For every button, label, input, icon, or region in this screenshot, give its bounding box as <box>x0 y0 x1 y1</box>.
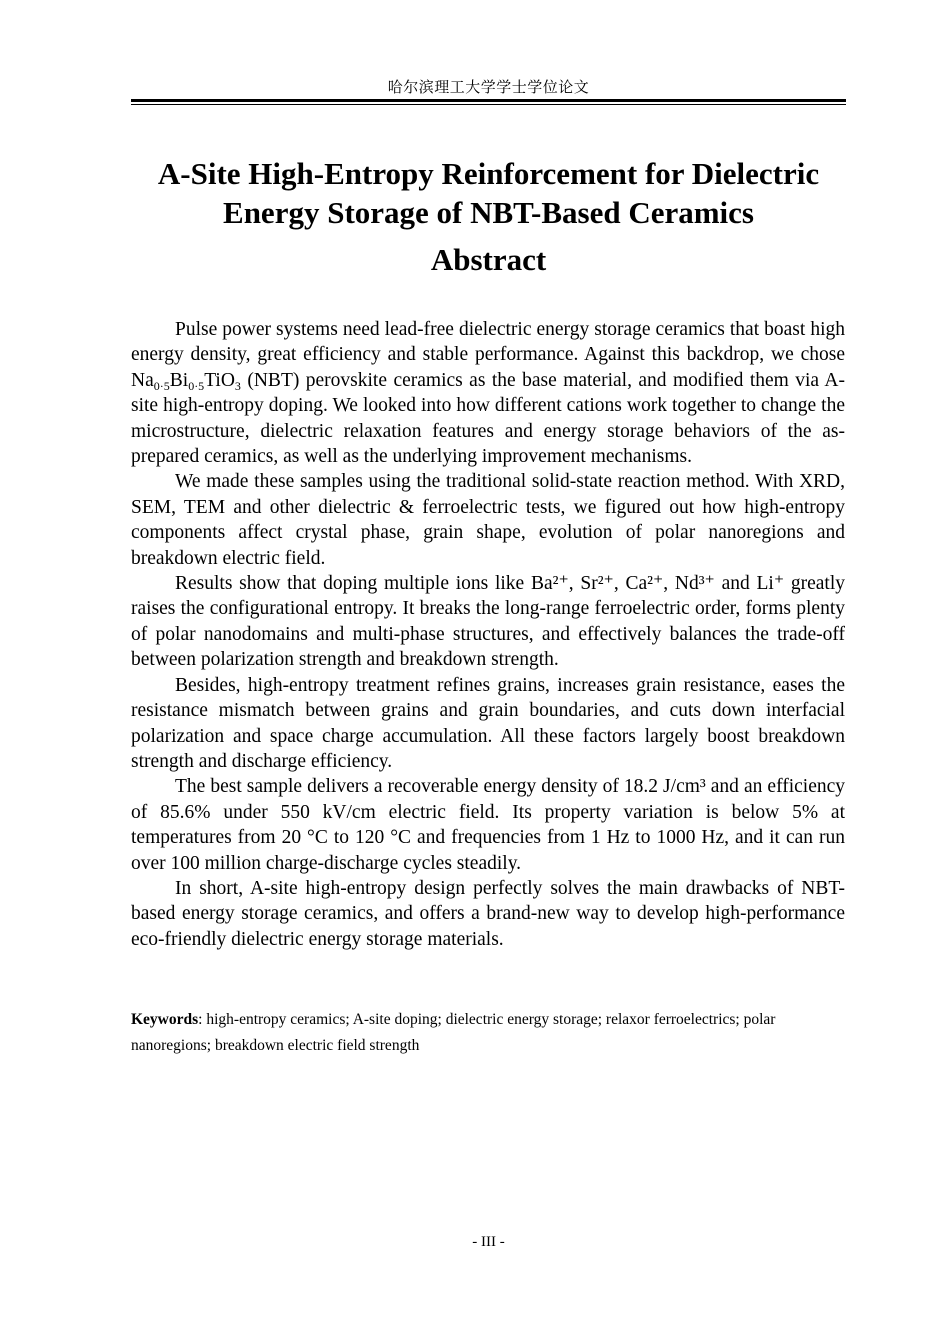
p1-text-d: (NBT) perovskite ceramics as the base material, and modified them via A-site high-entropy doping. We looked into how different cations work together to change the microstructure, dielectric relaxation features and energy storage behaviors of the as-prepared ceramics, as well as the underlying improvement mechanisms. <box>131 369 845 468</box>
header-rule-thin <box>131 104 846 105</box>
p1-text-c: TiO <box>204 369 235 391</box>
p1-subscript-3: 3 <box>234 378 241 393</box>
p1-text-b: Bi <box>169 369 189 391</box>
abstract-paragraph-1 <box>131 317 845 469</box>
page-number: - III - <box>472 1234 505 1250</box>
thesis-title <box>120 154 857 232</box>
title-line-1: A-Site High-Entropy Reinforcement for Dielectric <box>157 156 820 191</box>
abstract-paragraph-3: Results show that doping multiple ions like Ba²⁺, Sr²⁺, Ca²⁺, Nd³⁺ and Li⁺ greatly raises the configurational entropy. It breaks the long-range ferroelectric order, forms plenty of polar nanodomains and multi-phase structures, and effectively balances the trade-off between polarization strength and breakdown strength. <box>131 573 845 671</box>
keywords <box>131 1007 831 1059</box>
abstract-body <box>131 317 845 952</box>
p1-subscript-2: 0·5 <box>188 378 205 393</box>
abstract-paragraph-6: In short, A-site high-entropy design perfectly solves the main drawbacks of NBT-based energy storage ceramics, and offers a brand-new way to develop high-performance eco-friendly dielectric energy storage materials. <box>131 877 845 950</box>
p1-text-a: Pulse power systems need lead-free dielectric energy storage ceramics that boast high energy density, great efficiency and stable performance. Against this backdrop, we chose Na <box>131 319 845 391</box>
keywords-text: : high-entropy ceramics; A-site doping; dielectric energy storage; relaxor ferroelectrics; polar nanoregions; breakdown electric field strength <box>131 1011 776 1054</box>
abstract-paragraph-2: We made these samples using the traditional solid-state reaction method. With XRD, SEM, TEM and other dielectric & ferroelectric tests, we figured out how high-entropy components affect crystal phase, grain shape, evolution of polar nanoregions and breakdown electric field. <box>131 471 845 569</box>
keywords-label: Keywords <box>131 1011 199 1028</box>
title-line-2: Energy Storage of NBT-Based Ceramics <box>223 195 754 230</box>
abstract-heading: Abstract <box>430 242 547 277</box>
header-rule-thick <box>131 99 846 102</box>
p1-subscript-1: 0·5 <box>153 378 170 393</box>
abstract-paragraph-4: Besides, high-entropy treatment refines grains, increases grain resistance, eases the resistance mismatch between grains and grain boundaries, and cuts down interfacial polarization and space charge accumulation. All these factors largely boost breakdown strength and discharge efficiency. <box>131 674 845 772</box>
abstract-paragraph-5: The best sample delivers a recoverable energy density of 18.2 J/cm³ and an efficiency of 85.6% under 550 kV/cm electric field. Its property variation is below 5% at temperatures from 20 °C to 120 °C and frequencies from 1 Hz to 1000 Hz, and it can run over 100 million charge-discharge cycles steadily. <box>131 776 845 874</box>
running-header: 哈尔滨理工大学学士学位论文 <box>387 80 590 96</box>
